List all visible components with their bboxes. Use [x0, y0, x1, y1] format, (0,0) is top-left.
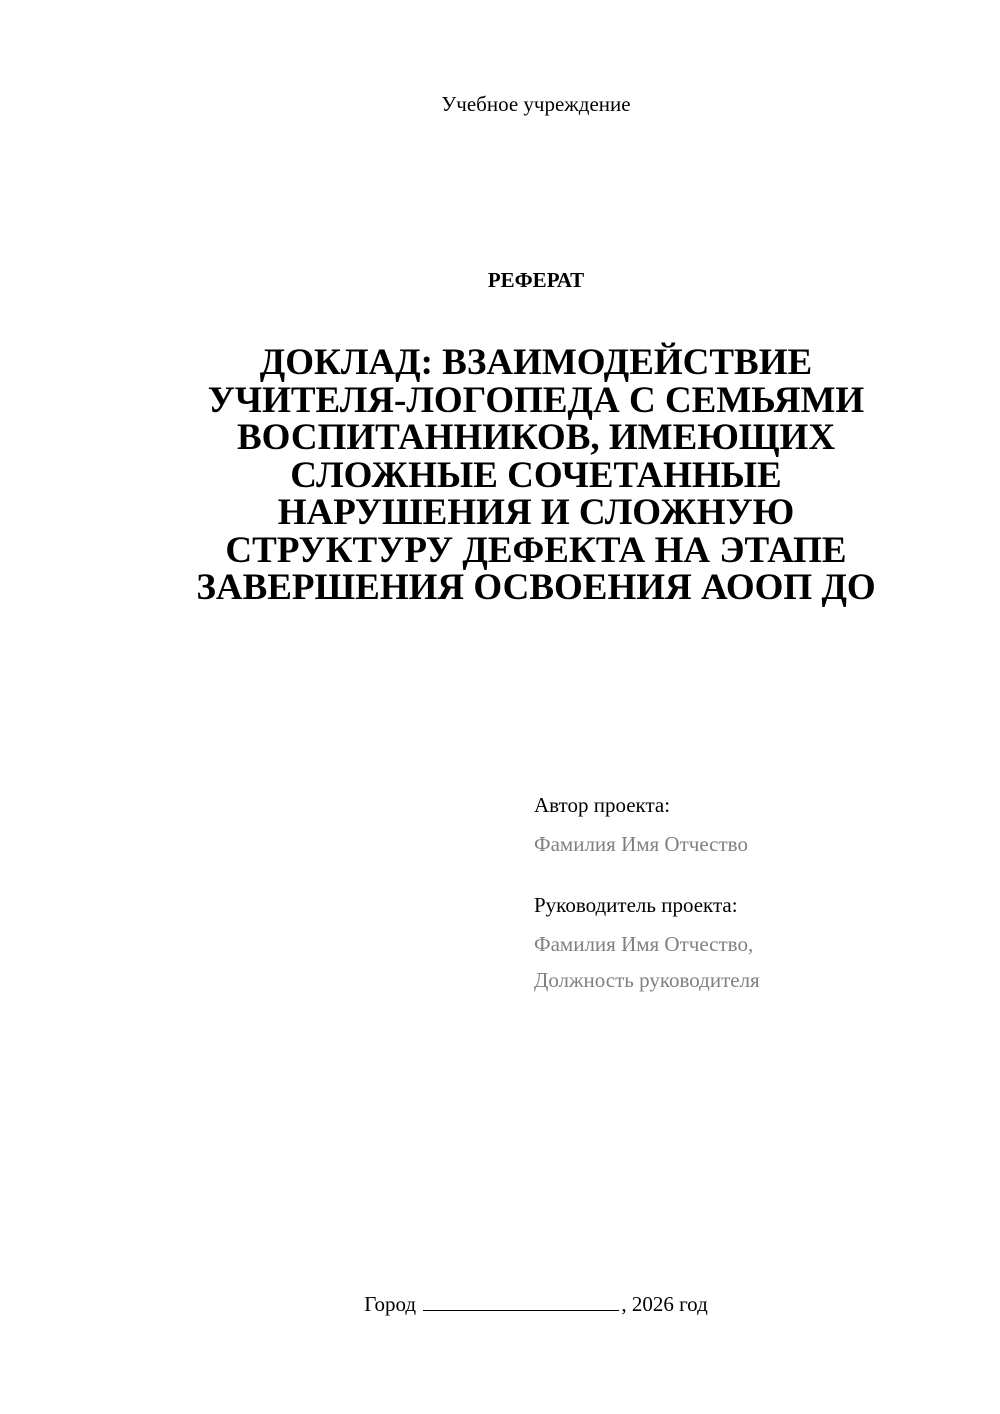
city-blank-line: [423, 1290, 619, 1311]
title-line: ДОКЛАД: ВЗАИМОДЕЙСТВИЕ: [259, 342, 813, 383]
year-text: , 2026 год: [621, 1292, 708, 1316]
supervisor-position: Должность руководителя: [534, 968, 760, 992]
city-label: Город: [364, 1292, 417, 1316]
footer-city-year: [0, 1290, 1000, 1317]
title-line: СТРУКТУРУ ДЕФЕКТА НА ЭТАПЕ: [225, 529, 847, 571]
institution-name: Учебное учреждение: [441, 92, 631, 116]
credits-block: [534, 790, 974, 998]
document-title: [160, 344, 912, 607]
title-line: УЧИТЕЛЯ-ЛОГОПЕДА С СЕМЬЯМИ: [207, 379, 865, 421]
title-line: ЗАВЕРШЕНИЯ ОСВОЕНИЯ АООП ДО: [196, 567, 876, 608]
title-line: ВОСПИТАННИКОВ, ИМЕЮЩИХ: [236, 417, 836, 458]
supervisor-name: Фамилия Имя Отчество,: [534, 932, 754, 956]
title-line: СЛОЖНЫЕ СОЧЕТАННЫЕ: [290, 454, 782, 496]
document-type: РЕФЕРАТ: [487, 268, 585, 292]
author-name: Фамилия Имя Отчество: [534, 832, 748, 856]
title-line: НАРУШЕНИЯ И СЛОЖНУЮ: [277, 492, 795, 533]
supervisor-label: Руководитель проекта:: [534, 893, 738, 917]
author-label: Автор проекта:: [534, 793, 671, 817]
